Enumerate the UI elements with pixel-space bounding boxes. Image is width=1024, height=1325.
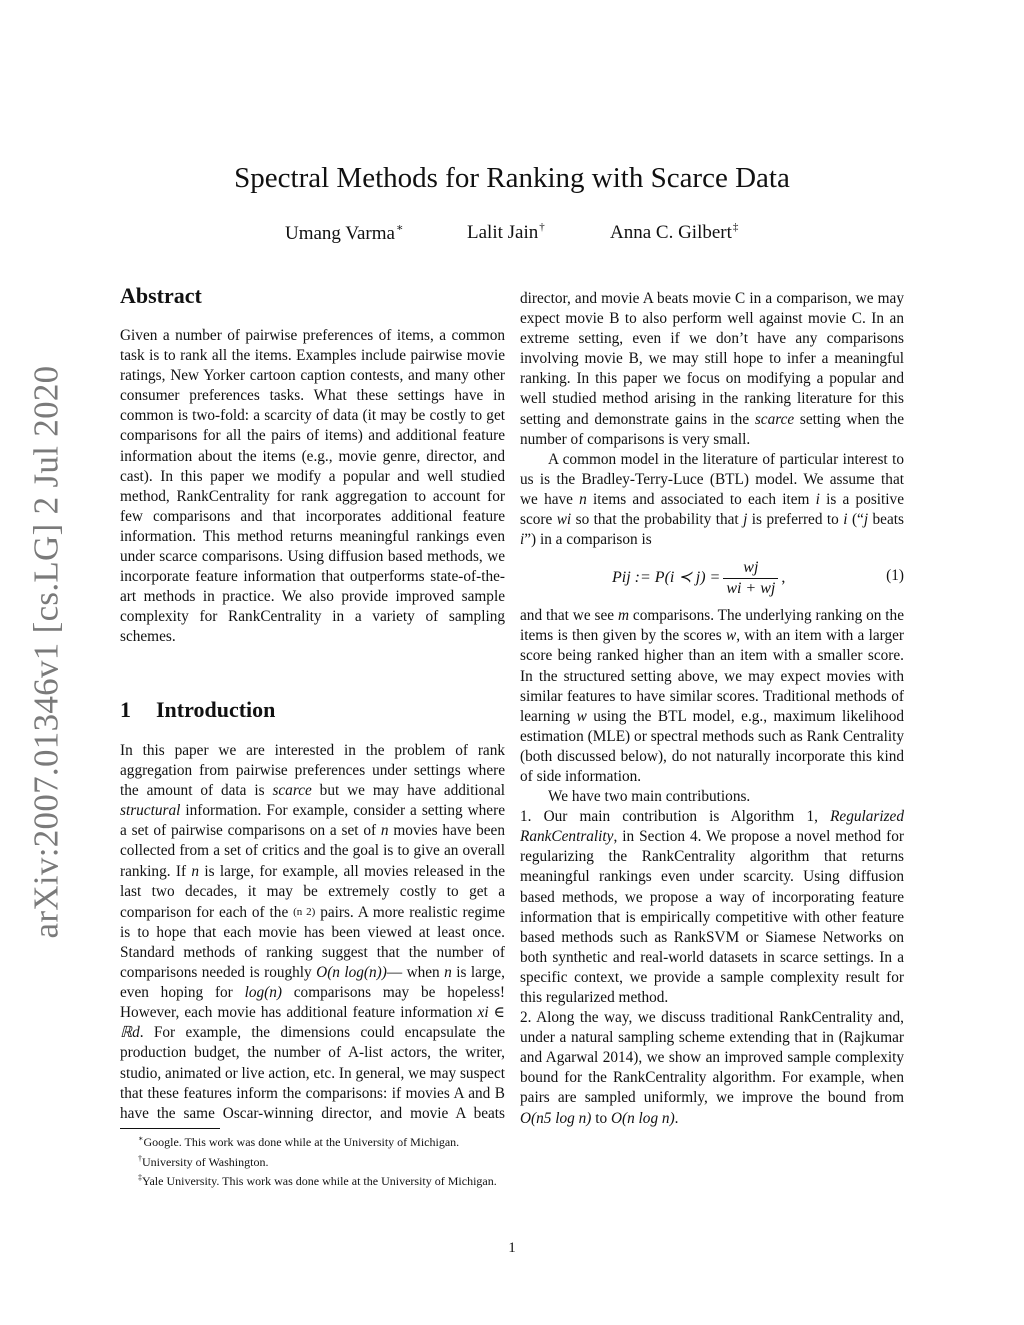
introduction-heading bbox=[120, 697, 275, 723]
author-mark: ‡ bbox=[732, 221, 739, 233]
contribution-1: 1. Our main contribution is Algorithm 1, Regularized RankCentrality, in Section 4. We propose a novel method for regularizing the RankCentrality algorithm that returns meaningful rankings even under scarcity. Using diffusion based methods, we propose a way of incorporating feature information that is empirically competitive with other feature based methods such as RankSVM or Siamese Networks on both synthetic and real-world datasets in scarce settings. In a specific context, we provide a sample complexity result for this regularized method. bbox=[520, 808, 904, 1006]
author-1 bbox=[285, 221, 403, 245]
equation-body: Pij := P(i ≺ j) = $\frac{wj}{wi + wj}$ , bbox=[612, 559, 786, 598]
author-name: Lalit Jain bbox=[467, 222, 539, 243]
equation-1 bbox=[520, 550, 904, 606]
author-2 bbox=[467, 221, 545, 244]
contribution-2: 2. Along the way, we discuss traditional RankCentrality and, under a natural sampling scheme extending that in (Rajkumar and Agarwal 2014), we show an improved sample complexity bound for the RankCentrality algorithm. For example, when pairs are sampled uniformly, we improve the bound from O(n5 log n) to O(n log n). bbox=[520, 1009, 904, 1127]
binomial: (n 2) bbox=[293, 905, 316, 918]
fraction: $\frac{wj}{wi + wj}$ bbox=[723, 558, 778, 599]
author-name: Anna C. Gilbert bbox=[610, 222, 732, 243]
author-3 bbox=[610, 221, 738, 244]
footnotes bbox=[120, 1131, 505, 1190]
author-mark: ∗ bbox=[395, 222, 404, 234]
abstract-body bbox=[120, 326, 505, 648]
page-number: 1 bbox=[508, 1240, 516, 1256]
abstract-text: Given a number of pairwise preferences of items, a common task is to rank all the items. Examples include pairwise movie ratings, New Yorker cartoon caption contests, and many other consumer preferences tasks. What these settings have in common is two-fold: a scarcity of data (it may be costly to get comparisons for all the pairs of items) and additional feature information about the items (e.g., movie genre, director, and cast). In this paper we modify a popular and well studied method, RankCentrality for rank aggregation to account for few comparisons and that incorporates additional feature information. This method returns meaningful rankings even under scarce comparisons. Using diffusion based methods, we incorporate feature information that outperforms state-of-the-art methods in practice. We also provide improved sample complexity for RankCentrality in a variety of sampling schemes. bbox=[120, 327, 505, 646]
intro-paragraph-4: We have two main contributions. bbox=[548, 788, 751, 806]
intro-paragraph-1: In this paper we are interested in the problem of rank aggregation from pairwise preferences under settings where the amount of data is scarce but we may have additional structural information. For example, consider a setting where a set of pairwise comparisons on a set of n movies have been collected from a set of critics and the goal is to give an overall ranking. If n is large, for example, all movies released in the last two decades, it may be extremely costly to get a comparison for each of the (n 2) pairs. A more realistic regime is to hope that each movie has been viewed at least once. Standard methods of ranking suggest that the number of comparisons needed is roughly O(n log(n))— when n is large, even hoping for log(n) comparisons may be hopeless! However, each movie has additional feature information xi ∈ ℝd. For example, the dimensions could encapsulate the production budget, the number of A-list actors, the writer, studio, animated or live action, etc. In general, we may suspect that these features inform the comparisons: if movies A and B have the same Oscar-winning director, and movie A beats bbox=[120, 742, 505, 1122]
author-mark: † bbox=[539, 221, 545, 233]
footnote-3: ‡Yale University. This work was done while at the University of Michigan. bbox=[138, 1173, 497, 1188]
intro-paragraph-2: A common model in the literature of particular interest to us is the Bradley-Terry-Luce (BTL) model. We assume that we have n items and associated to each item i is a positive score wi so that the probability that j is preferred to i (“j beats i”) in a comparison is bbox=[520, 450, 904, 549]
footnote-2: †University of Washington. bbox=[138, 1153, 269, 1169]
intro-paragraph-1-cont: director, and movie A beats movie C in a comparison, we may expect movie B to also perform well against movie C. In an extreme setting, even if we don’t have any comparisons involving movie B, we may still hope to infer a meaningful ranking. In this paper we focus on modifying a popular and well studied method arising in the ranking literature for this setting and demonstrate gains in the scarce setting when the number of comparisons is very small. bbox=[520, 290, 904, 448]
equation-number: (1) bbox=[886, 567, 904, 585]
abstract-heading: Abstract bbox=[120, 283, 202, 308]
paper-title: Spectral Methods for Ranking with Scarce Data bbox=[234, 162, 790, 194]
intro-left-column bbox=[120, 741, 505, 1123]
intro-right-column bbox=[520, 289, 904, 1129]
intro-paragraph-3: and that we see m comparisons. The underlying ranking on the items is then given by the scores w, with an item with a larger score being ranked higher than an item with a smaller score. In the structured setting above, we may expect movies with similar features to have similar scores. Traditional methods of learning w using the BTL model, e.g., maximum likelihood estimation (MLE) or spectral methods such as Rank Centrality (both discussed below), do not naturally incorporate this kind of side information. bbox=[520, 607, 905, 785]
footnote-1: ∗Google. This work was done while at the University of Michigan. bbox=[138, 1134, 460, 1149]
arxiv-stamp: arXiv:2007.01346v1 [cs.LG] 2 Jul 2020 bbox=[26, 365, 66, 939]
section-number: 1 bbox=[120, 697, 131, 722]
author-name: Umang Varma bbox=[285, 223, 395, 244]
footnote-rule bbox=[120, 1128, 220, 1129]
section-title: Introduction bbox=[156, 697, 276, 722]
